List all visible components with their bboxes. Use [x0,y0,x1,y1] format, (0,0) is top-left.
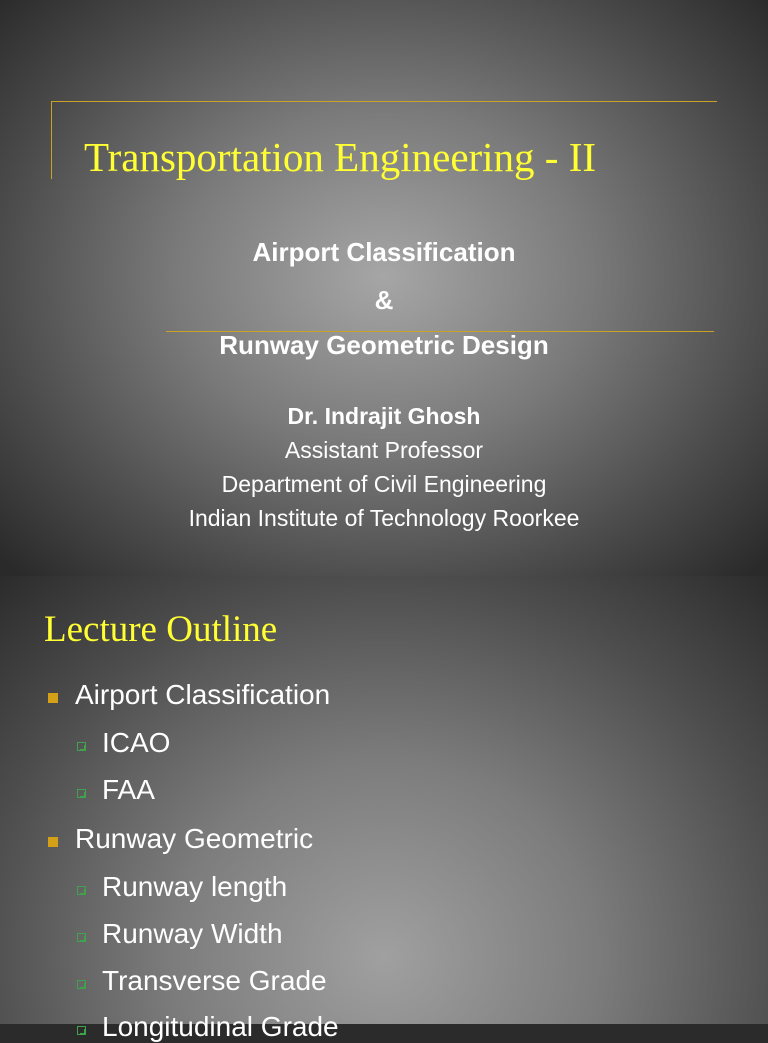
author-name: Dr. Indrajit Ghosh [287,403,481,429]
outline-subitem: ICAO [102,727,171,758]
outline-subitem: FAA [102,774,155,805]
square-bullet-icon [48,837,58,847]
outline-subitem: Transverse Grade [102,965,327,996]
left-accent-line [51,101,52,179]
outline-slide [0,576,768,1042]
subtitle-line1: Airport Classification [252,237,516,267]
author-institute: Indian Institute of Technology Roorkee [188,505,580,531]
square-bullet-icon [48,693,58,703]
hollow-square-bullet-icon [77,886,86,895]
outline-item: Runway Geometric [75,823,314,854]
hollow-square-bullet-icon [77,980,86,989]
hollow-square-bullet-icon [77,933,86,942]
author-position: Assistant Professor [284,437,484,463]
author-department: Department of Civil Engineering [221,471,547,497]
subtitle-line2: Runway Geometric Design [219,330,549,360]
outline-title: Lecture Outline [44,609,278,650]
outline-item: Airport Classification [75,679,331,710]
subtitle-ampersand: & [374,285,394,315]
hollow-square-bullet-icon [77,1026,86,1035]
outline-subitem: Runway Width [102,918,283,949]
outline-subitem: Longitudinal Grade [102,1011,339,1042]
hollow-square-bullet-icon [77,742,86,751]
slide-title: Transportation Engineering - II [84,134,597,180]
outline-subitem: Runway length [102,871,288,902]
top-accent-line [51,101,717,102]
hollow-square-bullet-icon [77,789,86,798]
